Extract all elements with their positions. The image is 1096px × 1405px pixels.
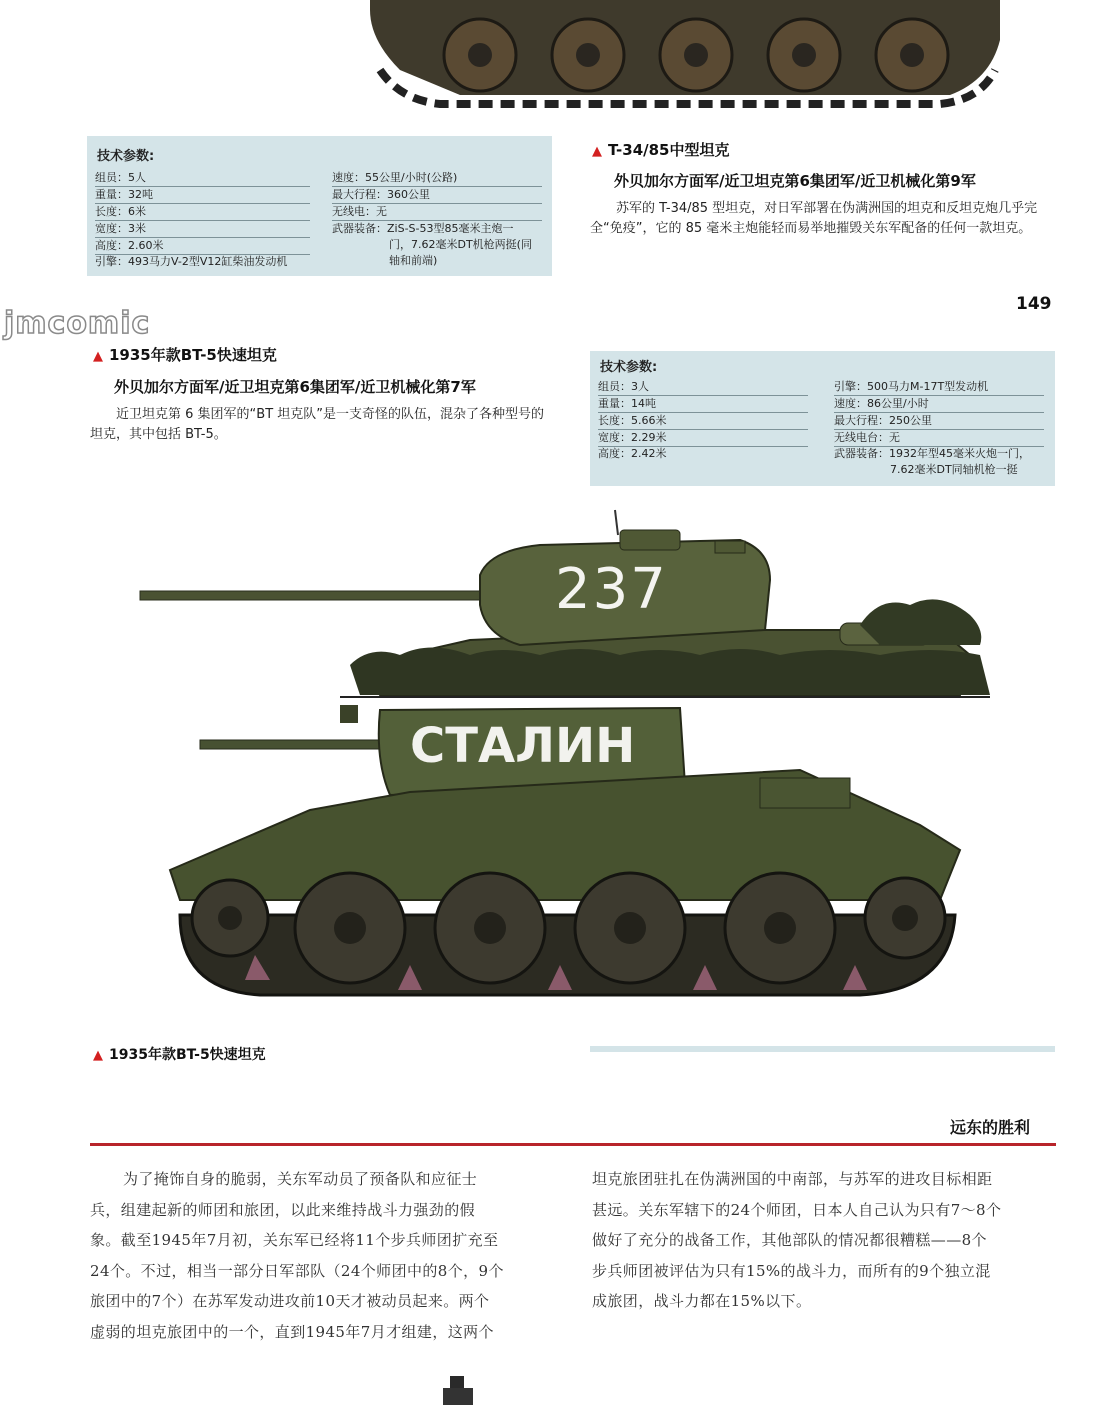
spec-armament-2: 门，7.62毫米DT机枪两挺(同 — [389, 238, 532, 251]
t34-tank-illustration — [140, 505, 1000, 705]
spec-range: 最大行程：360公里 — [332, 187, 542, 204]
red-triangle-icon: ▲ — [93, 349, 103, 364]
spec-crew: 组员：3人 — [598, 379, 808, 396]
bt5-caption-title — [93, 344, 277, 362]
t34-wheels-illustration — [340, 0, 1040, 110]
spec-armament-1: 武器装备：1932年型45毫米火炮一门， — [834, 447, 1030, 460]
body-line: 为了掩饰自身的脆弱，关东军动员了预备队和应征士 — [123, 1170, 478, 1188]
section-title: 远东的胜利 — [950, 1118, 1031, 1137]
body-column-right — [592, 1164, 1056, 1317]
spec-speed: 速度：86公里/小时 — [834, 396, 1044, 413]
bt5-caption-subtitle: 外贝加尔方面军/近卫坦克第6集团军/近卫机械化第7军 — [114, 378, 476, 396]
t34-caption-body: 苏军的 T-34/85 型坦克，对日军部署在伪满洲国的坦克和反坦克炮几乎完全“免疫”，它的 85 毫米主炮能轻而易举地摧毁关东军配备的任何一款坦克。 — [590, 201, 1038, 236]
spec-length: 长度：6米 — [95, 204, 310, 221]
watermark: jmcomic — [4, 306, 151, 341]
spec-crew: 组员：5人 — [95, 170, 310, 187]
bt5-title-text: 1935年款BT-5快速坦克 — [109, 346, 277, 364]
spec-radio: 无线电：无 — [332, 204, 542, 221]
spec-radio: 无线电台：无 — [834, 430, 1044, 447]
bt5-turret-slogan: СТАЛИН — [410, 718, 636, 774]
t34-turret-number: 237 — [555, 557, 668, 622]
spec-armament-1: 武器装备：ZiS-S-53型85毫米主炮一 — [332, 222, 514, 235]
body-column-left — [90, 1164, 554, 1347]
page-number: 149 — [1016, 294, 1052, 314]
t34-caption-subtitle: 外贝加尔方面军/近卫坦克第6集团军/近卫机械化第9军 — [614, 172, 976, 190]
body-line: 兵，组建起新的师团和旅团，以此来维持战斗力强劲的假 — [90, 1200, 476, 1219]
spec-heading: 技术参数: — [97, 149, 155, 164]
body-line: 象。截至1945年7月初，关东军已经将11个步兵师团扩充至 — [90, 1231, 499, 1249]
body-line: 24个。不过，相当一部分日军部队（24个师团中的8个，9个 — [90, 1261, 504, 1280]
spec-weight: 重量：14吨 — [598, 396, 808, 413]
spec-armament-3: 轴和前端) — [389, 254, 438, 267]
spec-engine: 引擎：500马力M-17T型发动机 — [834, 379, 1044, 396]
bt5-tank-illustration — [160, 700, 970, 1000]
spec-speed: 速度：55公里/小时(公路) — [332, 170, 542, 187]
spec-armament-2: 7.62毫米DT同轴机枪一挺 — [890, 463, 1018, 476]
body-line: 虚弱的坦克旅团中的一个，直到1945年7月才组建，这两个 — [90, 1322, 494, 1341]
spec-engine: 引擎：493马力V-2型V12缸柴油发动机 — [95, 255, 288, 268]
spec-range: 最大行程：250公里 — [834, 413, 1044, 430]
section-rule — [90, 1143, 1056, 1146]
ghost-caption — [93, 1044, 266, 1063]
t34-spec-box — [87, 136, 552, 276]
body-line: 步兵师团被评估为只有15%的战斗力，而所有的9个独立混 — [592, 1261, 991, 1280]
body-line: 旅团中的7个）在苏军发动进攻前10天才被动员起来。两个 — [90, 1292, 490, 1310]
ghost-spec-box-edge — [590, 1046, 1055, 1052]
spec-height: 高度：2.42米 — [598, 447, 667, 460]
bottom-cropped-figure — [435, 1374, 485, 1405]
ghost-caption-text: 1935年款BT-5快速坦克 — [109, 1047, 266, 1063]
spec-width: 宽度：2.29米 — [598, 430, 808, 447]
spec-length: 长度：5.66米 — [598, 413, 808, 430]
spec-heading: 技术参数: — [600, 360, 658, 375]
bt5-spec-box — [590, 351, 1055, 486]
body-line: 甚远。关东军辖下的24个师团，日本人自己认为只有7～8个 — [592, 1200, 1002, 1219]
bt5-caption-body: 近卫坦克第 6 集团军的“BT 坦克队”是一支奇怪的队伍，混杂了各种型号的坦克，其中包括 BT-5。 — [90, 407, 544, 442]
spec-height: 高度：2.60米 — [95, 238, 310, 255]
t34-caption-title — [592, 139, 729, 160]
body-line: 做好了充分的战备工作，其他部队的情况都很糟糕——8个 — [592, 1231, 987, 1249]
spec-width: 宽度：3米 — [95, 221, 310, 238]
body-line: 坦克旅团驻扎在伪满洲国的中南部，与苏军的进攻目标相距 — [592, 1170, 993, 1188]
body-line: 成旅团，战斗力都在15%以下。 — [592, 1292, 812, 1310]
t34-title-text: T-34/85中型坦克 — [608, 141, 730, 159]
spec-weight: 重量：32吨 — [95, 187, 310, 204]
red-triangle-icon: ▲ — [592, 144, 602, 159]
red-triangle-icon: ▲ — [93, 1048, 103, 1063]
